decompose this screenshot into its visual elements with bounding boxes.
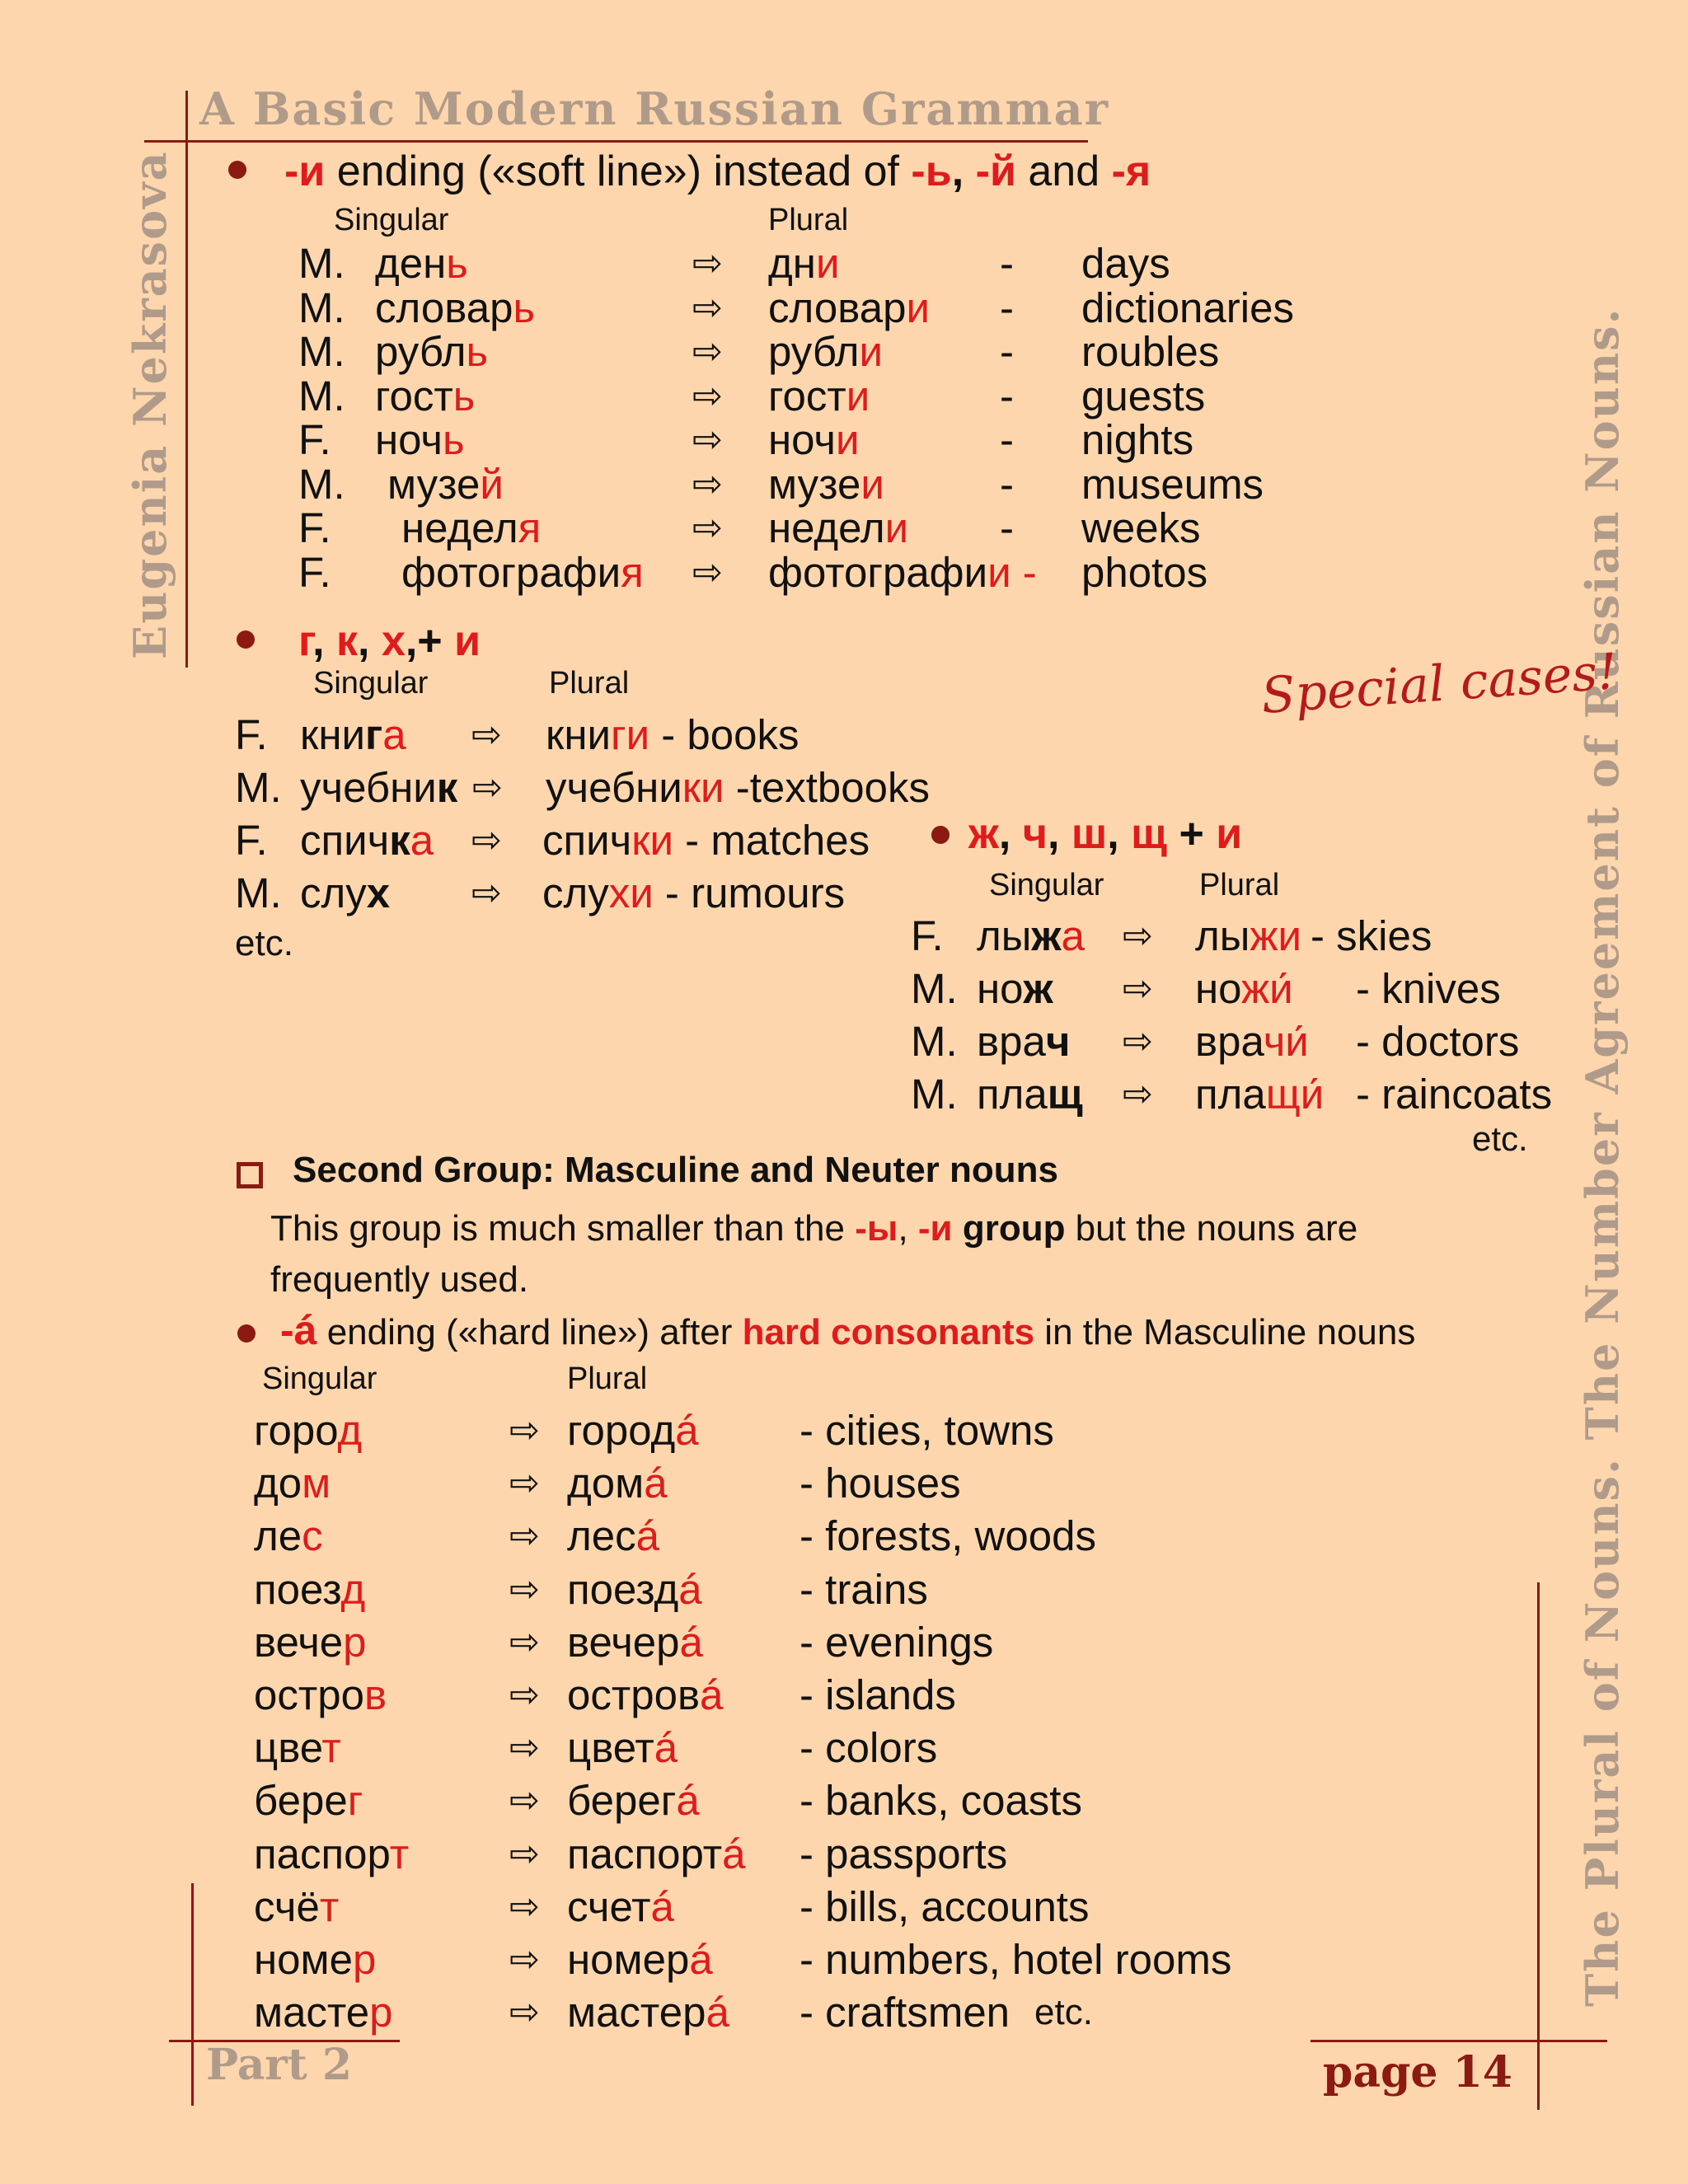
- arrow-icon: ⇨: [509, 1463, 540, 1504]
- plural-word: учебники -textbooks: [546, 764, 930, 811]
- singular-word: учебник: [300, 764, 458, 811]
- translation: - passports: [799, 1830, 1008, 1877]
- translation: - craftsmen: [799, 1989, 1010, 2036]
- arrow-icon: ⇨: [509, 1727, 540, 1769]
- arrow-icon: ⇨: [509, 1675, 540, 1715]
- gender-label: M.: [911, 1018, 958, 1065]
- gender-label: F.: [298, 548, 331, 596]
- author-name: Eugenia Nekrasova: [124, 150, 176, 659]
- plural-word: островá: [567, 1671, 724, 1718]
- arrow-icon: ⇨: [471, 715, 502, 755]
- etc-label: etc.: [235, 923, 293, 963]
- plural-label: Plural: [567, 1361, 648, 1396]
- gender-label: M.: [298, 372, 345, 419]
- translation: - knives: [1356, 965, 1501, 1012]
- etc-label: etc.: [1034, 1992, 1093, 2032]
- translation: - houses: [799, 1460, 961, 1507]
- plural-word: спички - matches: [542, 817, 870, 864]
- gender-label: M.: [911, 965, 958, 1012]
- arrow-icon: ⇨: [471, 873, 502, 913]
- translation: - raincoats: [1356, 1071, 1553, 1118]
- singular-word: мастер: [254, 1989, 393, 2036]
- square-bullet: [237, 1162, 263, 1188]
- singular-word: город: [254, 1407, 363, 1454]
- arrow-icon: ⇨: [692, 287, 723, 328]
- gender-label: M.: [911, 1071, 958, 1118]
- arrow-icon: ⇨: [692, 551, 723, 593]
- gender-label: M.: [235, 764, 282, 811]
- singular-word: остров: [254, 1671, 387, 1718]
- plural-label: Plural: [549, 666, 630, 701]
- gender-label: M.: [298, 240, 345, 287]
- arrow-icon: ⇨: [692, 331, 723, 372]
- arrow-icon: ⇨: [509, 1833, 540, 1874]
- plural-word: лесá: [567, 1512, 659, 1560]
- translation: - banks, coasts: [799, 1777, 1082, 1825]
- translation: - islands: [799, 1671, 956, 1718]
- arrow-icon: ⇨: [509, 1568, 540, 1610]
- singular-word: берег: [254, 1777, 363, 1825]
- plural-word: недели: [768, 504, 909, 551]
- arrow-icon: ⇨: [692, 463, 723, 504]
- arrow-icon: ⇨: [509, 1886, 540, 1927]
- arrow-icon: ⇨: [509, 1410, 540, 1451]
- plural-word: гости: [768, 372, 870, 419]
- gender-label: M.: [298, 284, 345, 331]
- frame-line-left-top: [185, 91, 188, 668]
- arrow-icon: ⇨: [509, 1621, 540, 1662]
- section4-paragraph: This group is much smaller than the -ы, -и group but the nouns are frequently used.: [270, 1208, 1358, 1300]
- dash: -: [1000, 240, 1014, 287]
- plural-word: словари: [768, 284, 930, 331]
- plural-word: лыжи: [1195, 912, 1302, 959]
- dash: -: [1000, 504, 1014, 551]
- arrow-icon: ⇨: [471, 820, 502, 860]
- bullet: [237, 1324, 256, 1343]
- singular-word: музей: [387, 460, 504, 508]
- singular-word: ночь: [375, 416, 465, 463]
- plural-word: врачи́: [1195, 1018, 1309, 1065]
- section1-heading: -и ending («soft line») instead of -ь, -й and -я: [284, 148, 1151, 195]
- singular-word: словарь: [375, 284, 536, 331]
- page-number: page 14: [1323, 2047, 1512, 2097]
- arrow-icon: ⇨: [509, 1516, 540, 1557]
- gender-label: F.: [235, 711, 268, 758]
- plural-word: паспортá: [567, 1830, 746, 1877]
- dash: -: [1000, 284, 1014, 331]
- translation: roubles: [1081, 328, 1220, 375]
- singular-word: рубль: [375, 328, 489, 375]
- frame-line-right-bottom: [1537, 1582, 1540, 2110]
- arrow-icon: ⇨: [472, 767, 503, 808]
- plural-word: книги - books: [546, 711, 799, 758]
- plural-word: номерá: [567, 1936, 713, 1983]
- singular-word: вечер: [254, 1618, 367, 1666]
- arrow-icon: ⇨: [1123, 916, 1153, 956]
- arrow-icon: ⇨: [509, 1939, 540, 1980]
- book-title: A Basic Modern Russian Grammar: [199, 82, 1110, 135]
- translation: dictionaries: [1081, 284, 1294, 331]
- singular-label: Singular: [313, 666, 429, 701]
- dash: -: [1000, 372, 1014, 419]
- section4-heading: Second Group: Masculine and Neuter nouns: [293, 1150, 1058, 1190]
- plural-word: слухи - rumours: [542, 869, 846, 916]
- singular-label: Singular: [262, 1361, 377, 1396]
- gender-label: F.: [911, 912, 944, 959]
- plural-word: берегá: [567, 1777, 700, 1825]
- special-cases-note: Special cases!: [1259, 643, 1620, 725]
- gender-label: F.: [235, 817, 268, 864]
- arrow-icon: ⇨: [692, 419, 723, 460]
- plural-word: дни: [768, 240, 840, 287]
- etc-label: etc.: [1472, 1119, 1528, 1158]
- arrow-icon: ⇨: [1123, 1021, 1153, 1062]
- singular-word: фотография: [401, 548, 644, 596]
- singular-word: паспорт: [254, 1830, 410, 1877]
- chapter-title: The Plural of Nouns. The Number Agreement of Russian Nouns.: [1576, 307, 1629, 2007]
- singular-label: Singular: [989, 868, 1104, 902]
- bullet: [237, 630, 255, 649]
- singular-word: слух: [300, 869, 391, 916]
- section3-heading: ж, ч, ш, щ + и: [968, 810, 1243, 858]
- gender-label: M.: [298, 460, 345, 508]
- plural-word: фотографии -: [768, 548, 1037, 596]
- dash: -: [1000, 416, 1014, 463]
- singular-label: Singular: [334, 203, 449, 237]
- frame-line-top: [144, 140, 1088, 143]
- part-label: Part 2: [206, 2040, 353, 2090]
- plural-label: Plural: [1199, 868, 1280, 902]
- singular-word: счёт: [254, 1882, 340, 1930]
- translation: - cities, towns: [799, 1407, 1054, 1454]
- singular-word: плащ: [977, 1071, 1083, 1118]
- plural-word: городá: [567, 1407, 699, 1454]
- plural-word: рубли: [768, 328, 884, 375]
- singular-word: лес: [254, 1512, 323, 1560]
- translation: - evenings: [799, 1618, 994, 1666]
- arrow-icon: ⇨: [509, 1780, 540, 1821]
- plural-word: домá: [567, 1460, 668, 1507]
- translation: - trains: [799, 1565, 928, 1613]
- arrow-icon: ⇨: [692, 508, 723, 548]
- dash: -: [1000, 460, 1014, 508]
- frame-line-bottom-right: [1311, 2040, 1607, 2042]
- singular-word: лыжа: [977, 912, 1085, 959]
- plural-word: ножи́: [1195, 965, 1293, 1012]
- plural-word: вечерá: [567, 1618, 703, 1666]
- translation: - skies: [1311, 912, 1432, 959]
- arrow-icon: ⇨: [509, 1992, 540, 2033]
- translation: museums: [1081, 460, 1264, 508]
- translation: photos: [1081, 548, 1208, 596]
- translation: - forests, woods: [799, 1512, 1096, 1560]
- singular-word: книга: [300, 711, 406, 758]
- section4-subheading: -á ending («hard line») after hard consonants in the Masculine nouns: [280, 1307, 1416, 1353]
- gender-label: F.: [298, 504, 331, 551]
- plural-label: Plural: [768, 203, 849, 237]
- singular-word: день: [375, 240, 468, 287]
- translation: nights: [1081, 416, 1194, 463]
- singular-word: неделя: [401, 504, 542, 551]
- section2-heading: г, к, х,+ и: [298, 617, 481, 665]
- bullet: [931, 826, 950, 844]
- gender-label: M.: [235, 869, 282, 916]
- frame-line-left-bottom: [191, 1883, 194, 2106]
- arrow-icon: ⇨: [1123, 1074, 1153, 1114]
- gender-label: F.: [298, 416, 331, 463]
- translation: weeks: [1081, 504, 1201, 551]
- singular-word: гость: [375, 372, 476, 419]
- singular-word: цвет: [254, 1724, 341, 1772]
- plural-word: мастерá: [567, 1989, 729, 2036]
- singular-word: врач: [977, 1018, 1071, 1065]
- translation: guests: [1081, 372, 1206, 419]
- translation: - numbers, hotel rooms: [799, 1936, 1232, 1983]
- singular-word: дом: [254, 1460, 331, 1507]
- plural-word: музеи: [768, 460, 884, 508]
- arrow-icon: ⇨: [692, 243, 723, 284]
- plural-word: цветá: [567, 1724, 678, 1772]
- arrow-icon: ⇨: [1123, 968, 1153, 1009]
- plural-word: ночи: [768, 416, 860, 463]
- bullet: [228, 161, 246, 179]
- translation: - bills, accounts: [799, 1882, 1090, 1930]
- singular-word: нож: [977, 965, 1053, 1012]
- translation: - doctors: [1356, 1018, 1520, 1065]
- plural-word: счетá: [567, 1882, 674, 1930]
- singular-word: спичка: [300, 817, 434, 864]
- singular-word: поезд: [254, 1565, 366, 1613]
- plural-word: поездá: [567, 1565, 702, 1613]
- dash: -: [1000, 328, 1014, 375]
- gender-label: M.: [298, 328, 345, 375]
- arrow-icon: ⇨: [692, 375, 723, 416]
- plural-word: плащи́: [1195, 1071, 1325, 1118]
- singular-word: номер: [254, 1936, 377, 1983]
- translation: days: [1081, 240, 1170, 287]
- translation: - colors: [799, 1724, 938, 1772]
